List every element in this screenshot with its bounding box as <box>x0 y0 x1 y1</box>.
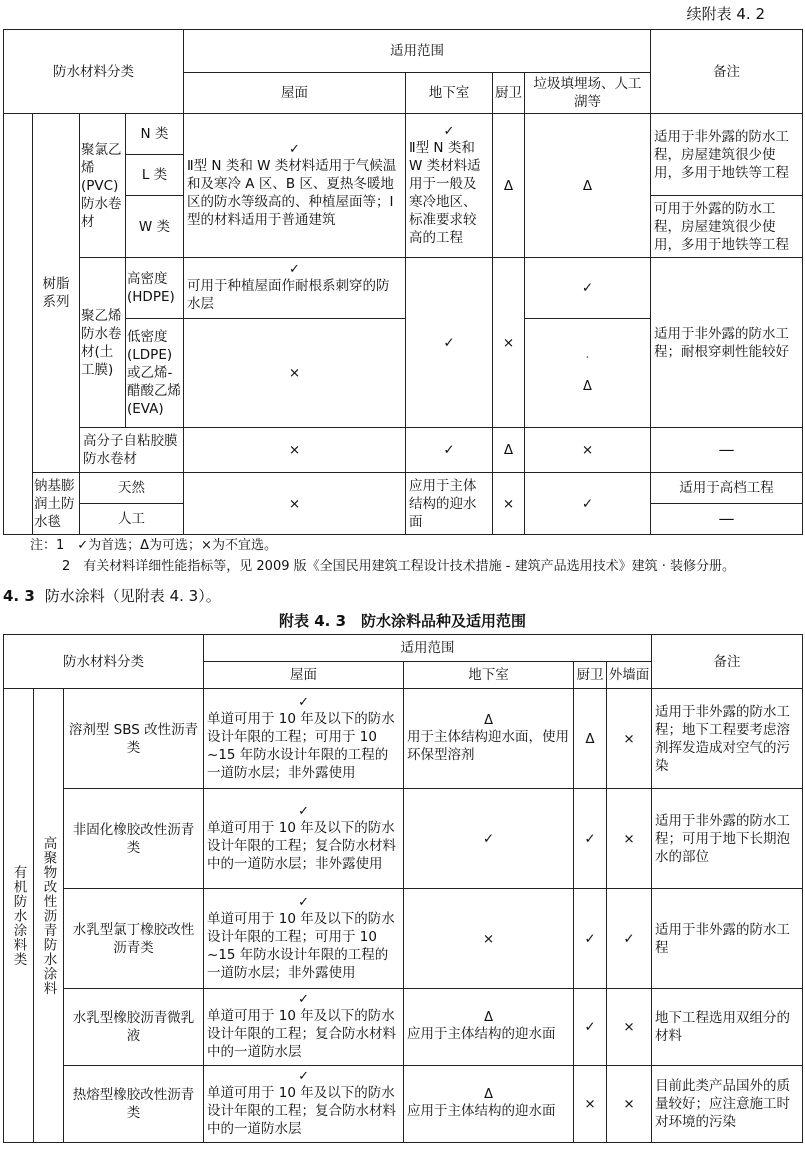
t1-header-class: 防水材料分类 <box>4 30 184 114</box>
t2-r4-wall: × <box>607 989 652 1066</box>
t1-pvc-landfill: Δ <box>525 114 651 258</box>
t1-self-adhesive: 高分子自粘胶膜防水卷材 <box>80 428 184 473</box>
note-1: 注：1 ✓为首选；Δ为可选；×为不宜选。 <box>30 538 277 553</box>
t2-modified-text: 高聚物改性沥青防水涂料 <box>40 835 57 996</box>
t2-r1-remark: 适用于非外露的防水工程；地下工程要考虑溶剂挥发造成对空气的污染 <box>652 689 803 789</box>
t2-r1-basement-text: 用于主体结构迎水面，使用环保型溶剂 <box>407 728 570 763</box>
t2-r5-roof <box>204 1066 404 1143</box>
t2-r2-name: 非固化橡胶改性沥青类 <box>64 789 204 889</box>
t1-hdpe: 高密度(HDPE) <box>126 258 184 319</box>
t1-ldpe-landfill <box>525 319 651 428</box>
t2-r4-name: 水乳型橡胶沥青微乳液 <box>64 989 204 1066</box>
t2-r3-name: 水乳型氯丁橡胶改性沥青类 <box>64 889 204 989</box>
tri-mark: Δ <box>484 712 493 728</box>
t1-pe-remark: 适用于非外露的防水工程；耐根穿刺性能较好 <box>651 258 803 428</box>
t2-r4-remark: 地下工程选用双组分的材料 <box>652 989 803 1066</box>
t2-header-scope: 适用范围 <box>204 635 652 662</box>
t2-r2-basement: ✓ <box>404 789 574 889</box>
t2-r5-kitchen: × <box>574 1066 607 1143</box>
t2-r1-roof-text: 单道可用于 10 年及以下的防水设计年限的工程；可用于 10 ~15 年防水设计年限的工程的一道防水层；非外露使用 <box>207 710 395 781</box>
t2-r1-roof <box>204 689 404 789</box>
t1-self-roof: × <box>184 428 406 473</box>
t1-pvc-n: N 类 <box>126 114 184 155</box>
t2-header-basement: 地下室 <box>404 662 574 689</box>
t1-bento-roof: × <box>184 473 406 535</box>
t1-natural: 天然 <box>80 473 184 504</box>
t1-header-landfill: 垃圾填埋场、人工湖等 <box>525 73 651 114</box>
t1-header-kitchen: 厨卫 <box>493 73 525 114</box>
t2-r2-kitchen: ✓ <box>574 789 607 889</box>
t2-r3-basement: × <box>404 889 574 989</box>
t2-header-kitchen: 厨卫 <box>574 662 607 689</box>
t2-r1-name: 溶剂型 SBS 改性沥青类 <box>64 689 204 789</box>
t2-r1-basement <box>404 689 574 789</box>
check-icon: ✓ <box>289 141 300 157</box>
t2-r5-name: 热熔型橡胶改性沥青类 <box>64 1066 204 1143</box>
t2-r1-kitchen: Δ <box>574 689 607 789</box>
check-icon: ✓ <box>443 123 455 139</box>
t1-pe-kitchen: × <box>493 258 525 428</box>
t2-r2-roof-text: 单道可用于 10 年及以下的防水设计年限的工程；复合防水材料中的一道防水层；非外露使用 <box>207 819 397 872</box>
t1-header-remark: 备注 <box>651 30 803 114</box>
t2-r3-roof <box>204 889 404 989</box>
t1-artificial-remark: — <box>651 504 803 535</box>
t1-header-roof: 屋面 <box>184 73 406 114</box>
t2-header-remark: 备注 <box>652 635 803 689</box>
t1-pvc-w: W 类 <box>126 196 184 258</box>
check-icon: ✓ <box>298 803 309 819</box>
t1-bentonite: 钠基膨润土防水毯 <box>33 473 80 535</box>
t1-hdpe-roof <box>184 258 406 319</box>
t1-hdpe-roof-text: 可用于种植屋面作耐根系刺穿的防水层 <box>187 278 390 312</box>
t1-ldpe: 低密度(LDPE)或乙烯-醋酸乙烯(EVA) <box>126 319 184 428</box>
t1-bento-kitchen: × <box>493 473 525 535</box>
t1-header-basement: 地下室 <box>406 73 493 114</box>
t2-modified <box>34 689 64 1143</box>
t1-header-scope: 适用范围 <box>184 30 651 73</box>
t1-pvc-label: 聚氯乙烯(PVC)防水卷材 <box>80 114 126 258</box>
t1-pvc-roof <box>184 114 406 258</box>
t1-self-landfill: × <box>525 428 651 473</box>
t2-r4-basement <box>404 989 574 1066</box>
t1-self-basement: ✓ <box>406 428 493 473</box>
t1-bento-basement: 应用于主体结构的迎水面 <box>406 473 493 535</box>
t1-artificial: 人工 <box>80 504 184 535</box>
t2-r2-wall: × <box>607 789 652 889</box>
t2-r5-basement-text: 应用于主体结构的迎水面 <box>407 1103 556 1119</box>
t2-r4-roof <box>204 989 404 1066</box>
t1-pe-basement: ✓ <box>406 258 493 428</box>
table-4-3-caption: 附表 4. 3 防水涂料品种及适用范围 <box>278 612 527 630</box>
table-4-3 <box>3 634 803 1143</box>
t2-r5-remark: 目前此类产品国外的质量较好；应注意施工时对环境的污染 <box>652 1066 803 1143</box>
t1-pvc-roof-text: Ⅱ型 N 类和 W 类材料适用于气候温和及寒冷 A 区、B 区、夏热冬暖地区的防水等级高的、种植屋面等；Ⅰ型的材料适用于普通建筑 <box>187 157 397 228</box>
t2-r5-wall: × <box>607 1066 652 1143</box>
check-icon: ✓ <box>298 694 309 710</box>
t1-pvc-basement-text: Ⅱ型 N 类和 W 类材料适用于一般及寒冷地区、标准要求较高的工程 <box>409 139 481 246</box>
t2-r2-remark: 适用于非外露的防水工程；可用于地下长期泡水的部位 <box>652 789 803 889</box>
check-icon: ✓ <box>298 1069 309 1084</box>
t2-r3-kitchen: ✓ <box>574 889 607 989</box>
t2-header-wall: 外墙面 <box>607 662 652 689</box>
check-icon: ✓ <box>289 262 300 277</box>
t2-r1-wall: × <box>607 689 652 789</box>
t1-resin-series: 树脂系列 <box>33 114 80 473</box>
t1-bento-landfill: ✓ <box>525 473 651 535</box>
t2-organic-text: 有机防水涂料类 <box>10 864 27 967</box>
t2-header-class: 防水材料分类 <box>4 635 204 689</box>
t1-pvc-remark2: 可用于外露的防水工程，房屋建筑很少使用，多用于地铁等工程 <box>651 196 803 258</box>
t1-pvc-l: L 类 <box>126 155 184 196</box>
t2-r3-remark: 适用于非外露的防水工程 <box>652 889 803 989</box>
check-icon: ✓ <box>298 992 309 1007</box>
t1-empty-left <box>4 114 33 535</box>
t1-pvc-remark1: 适用于非外露的防水工程，房屋建筑很少使用，多用于地铁等工程 <box>651 114 803 196</box>
section-text: 防水涂料（见附表 4. 3）。 <box>44 587 221 605</box>
dot-mark: · <box>585 351 590 366</box>
t1-self-kitchen: Δ <box>493 428 525 473</box>
check-icon: ✓ <box>298 894 309 910</box>
t1-hdpe-landfill: ✓ <box>525 258 651 319</box>
tri-mark: Δ <box>583 379 592 394</box>
t2-r3-wall: ✓ <box>607 889 652 989</box>
tri-mark: Δ <box>484 1010 493 1025</box>
t2-r3-roof-text: 单道可用于 10 年及以下的防水设计年限的工程；可用于 10 ~15 年防水设计年限的工程的一道防水层；非外露使用 <box>207 910 395 981</box>
t2-r5-basement <box>404 1066 574 1143</box>
t2-r4-kitchen: ✓ <box>574 989 607 1066</box>
continued-table-label: 续附表 4. 2 <box>686 5 765 23</box>
t2-organic <box>4 689 34 1143</box>
t1-pe-label: 聚乙烯防水卷材(土工膜) <box>80 258 126 428</box>
section-number: 4. 3 <box>3 587 35 605</box>
t1-self-remark: — <box>651 428 803 473</box>
table-4-2-continued <box>3 29 803 535</box>
t2-header-roof: 屋面 <box>204 662 404 689</box>
t1-ldpe-roof: × <box>184 319 406 428</box>
t2-r5-roof-text: 单道可用于 10 年及以下的防水设计年限的工程；复合防水材料中的一道防水层 <box>207 1085 397 1137</box>
note-2: 2 有关材料详细性能指标等，见 2009 版《全国民用建筑工程设计技术措施 - 建筑产品选用技术》建筑 · 装修分册。 <box>62 559 735 574</box>
t2-r4-roof-text: 单道可用于 10 年及以下的防水设计年限的工程；复合防水材料中的一道防水层 <box>207 1008 397 1060</box>
tri-mark: Δ <box>484 1087 493 1102</box>
section-heading <box>3 585 221 606</box>
t1-pvc-basement <box>406 114 493 258</box>
t2-r4-basement-text: 应用于主体结构的迎水面 <box>407 1026 556 1042</box>
t1-pvc-kitchen: Δ <box>493 114 525 258</box>
t2-r2-roof <box>204 789 404 889</box>
t1-bento-remark: 适用于高档工程 <box>651 473 803 504</box>
